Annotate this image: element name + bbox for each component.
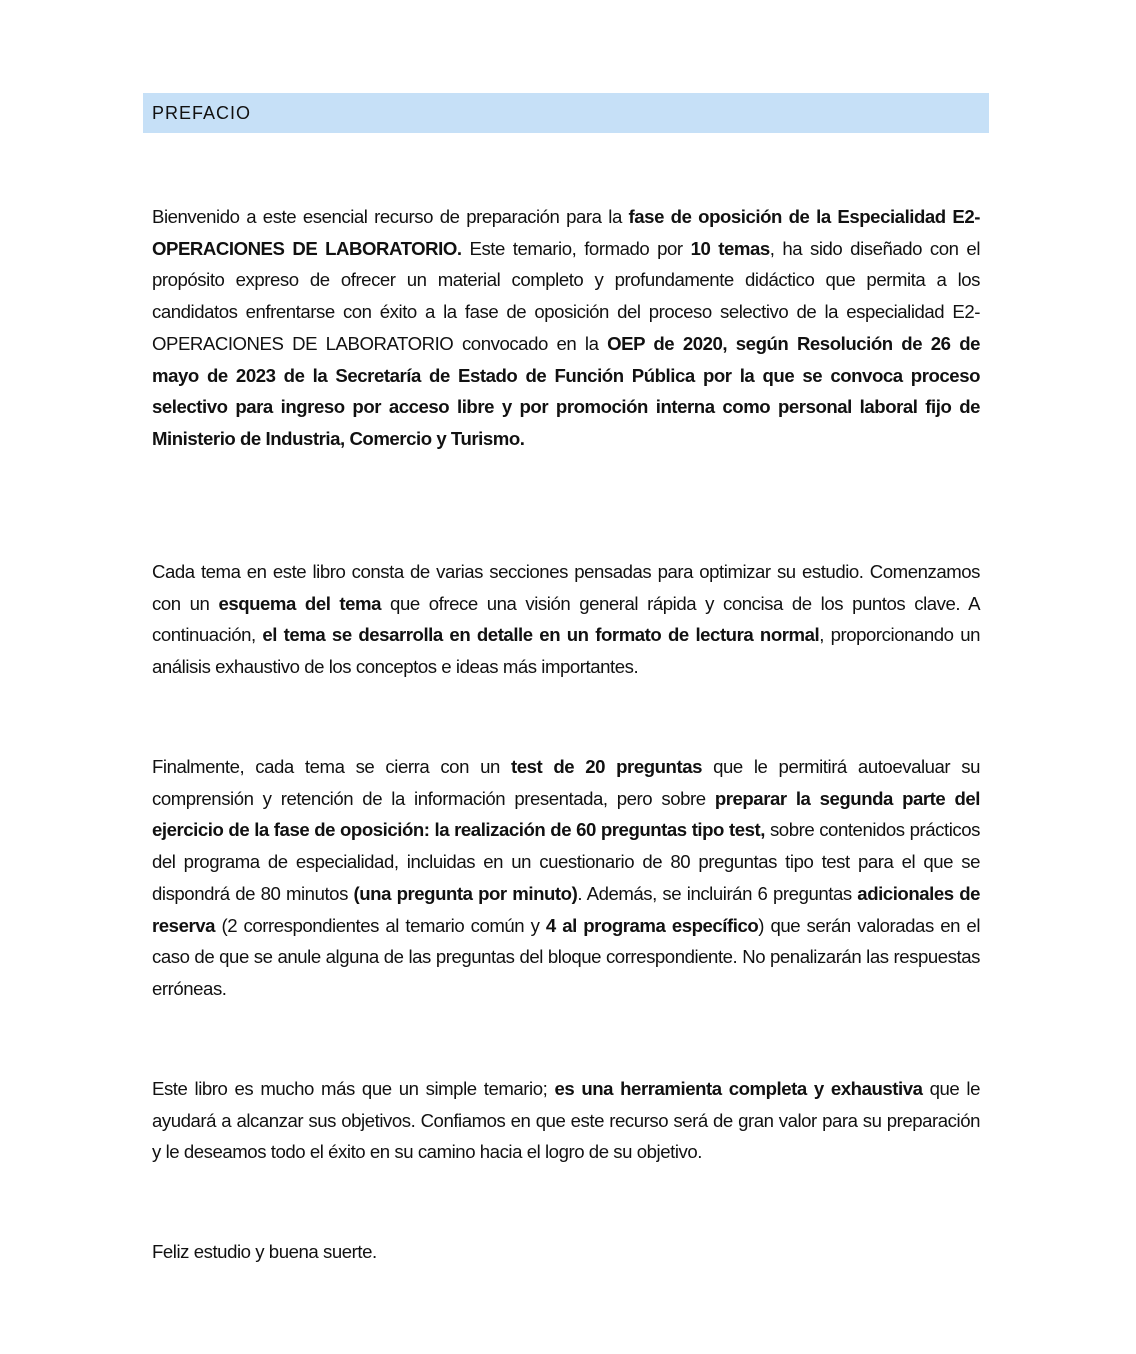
text-run-bold: 10 temas xyxy=(690,237,770,259)
section-title: PREFACIO xyxy=(152,103,252,123)
text-run: Cada tema en este libro consta de varias secciones pensadas para optimizar su estudio. Comenzamos con un xyxy=(152,561,980,614)
text-run-bold: OEP de 2020, según Resolución de 26 de mayo de 2023 de la Secretaría de Estado de Función Pública por la que se convoca proceso selectivo para ingreso por acceso libre y por promoción interna como personal laboral fijo de Ministerio de Industria, Comercio y Turismo. xyxy=(152,332,980,449)
text-run-bold: adicionales de reserva xyxy=(152,882,981,936)
paragraph-test xyxy=(152,751,980,1005)
text-run: que ofrece una visión general rápida y concisa de los puntos clave. A continuación, xyxy=(152,592,981,646)
text-run: Este libro es mucho más que un simple temario; xyxy=(152,1078,555,1099)
text-run: Bienvenido a este esencial recurso de preparación para la xyxy=(152,206,629,227)
text-run: que le ayudará a alcanzar sus objetivos. Confiamos en que este recurso será de gran valor para su preparación y le deseamos todo el éxito en su camino hacia el logro de su objetivo. xyxy=(152,1078,981,1163)
paragraph-conclusion xyxy=(152,1073,980,1168)
text-run-bold: es una herramienta completa y exhaustiva xyxy=(554,1078,923,1099)
text-run-bold: (una pregunta por minuto) xyxy=(353,882,578,904)
text-run-bold: 4 al programa específico xyxy=(545,914,759,936)
paragraph-closing xyxy=(152,1236,980,1268)
text-run-bold: esquema del tema xyxy=(218,592,382,614)
paragraph-introduction xyxy=(152,201,980,455)
paragraph-structure xyxy=(152,556,980,683)
text-run-bold: fase de oposición de la Especialidad E2-OPERACIONES DE LABORATORIO. xyxy=(152,206,980,259)
text-run: (2 correspondientes al temario común y xyxy=(215,914,546,936)
text-run: que le permitirá autoevaluar su comprensión y retención de la información presentada, pero sobre xyxy=(152,756,981,809)
text-run-bold: el tema se desarrolla en detalle en un formato de lectura normal xyxy=(262,624,820,646)
text-run: Este temario, formado por xyxy=(461,237,691,259)
text-run: Finalmente, cada tema se cierra con un xyxy=(152,756,511,777)
text-run: ) que serán valoradas en el caso de que se anule alguna de las preguntas del bloque correspondiente. No penalizarán las respuestas erróneas. xyxy=(152,914,980,999)
text-run: , proporcionando un análisis exhaustivo de los conceptos e ideas más importantes. xyxy=(152,624,980,678)
text-run: , ha sido diseñado con el propósito expreso de ofrecer un material completo y profundamente didáctico que permita a los candidatos enfrentarse con éxito a la fase de oposición del proceso selectivo de la especialidad E2-OPERACIONES DE LABORATORIO convocado en la xyxy=(152,237,981,354)
text-run-bold: preparar la segunda parte del ejercicio de la fase de oposición: la realización de 60 preguntas tipo test, xyxy=(152,787,980,841)
text-run: . Además, se incluirán 6 preguntas xyxy=(577,882,858,904)
text-run: sobre contenidos prácticos del programa de especialidad, incluidas en un cuestionario de 80 preguntas tipo test para el que se dispondrá de 80 minutos xyxy=(152,819,981,904)
text-run-bold: test de 20 preguntas xyxy=(510,756,702,777)
text-run: Feliz estudio y buena suerte. xyxy=(152,1241,377,1262)
section-header-bar xyxy=(143,93,989,133)
